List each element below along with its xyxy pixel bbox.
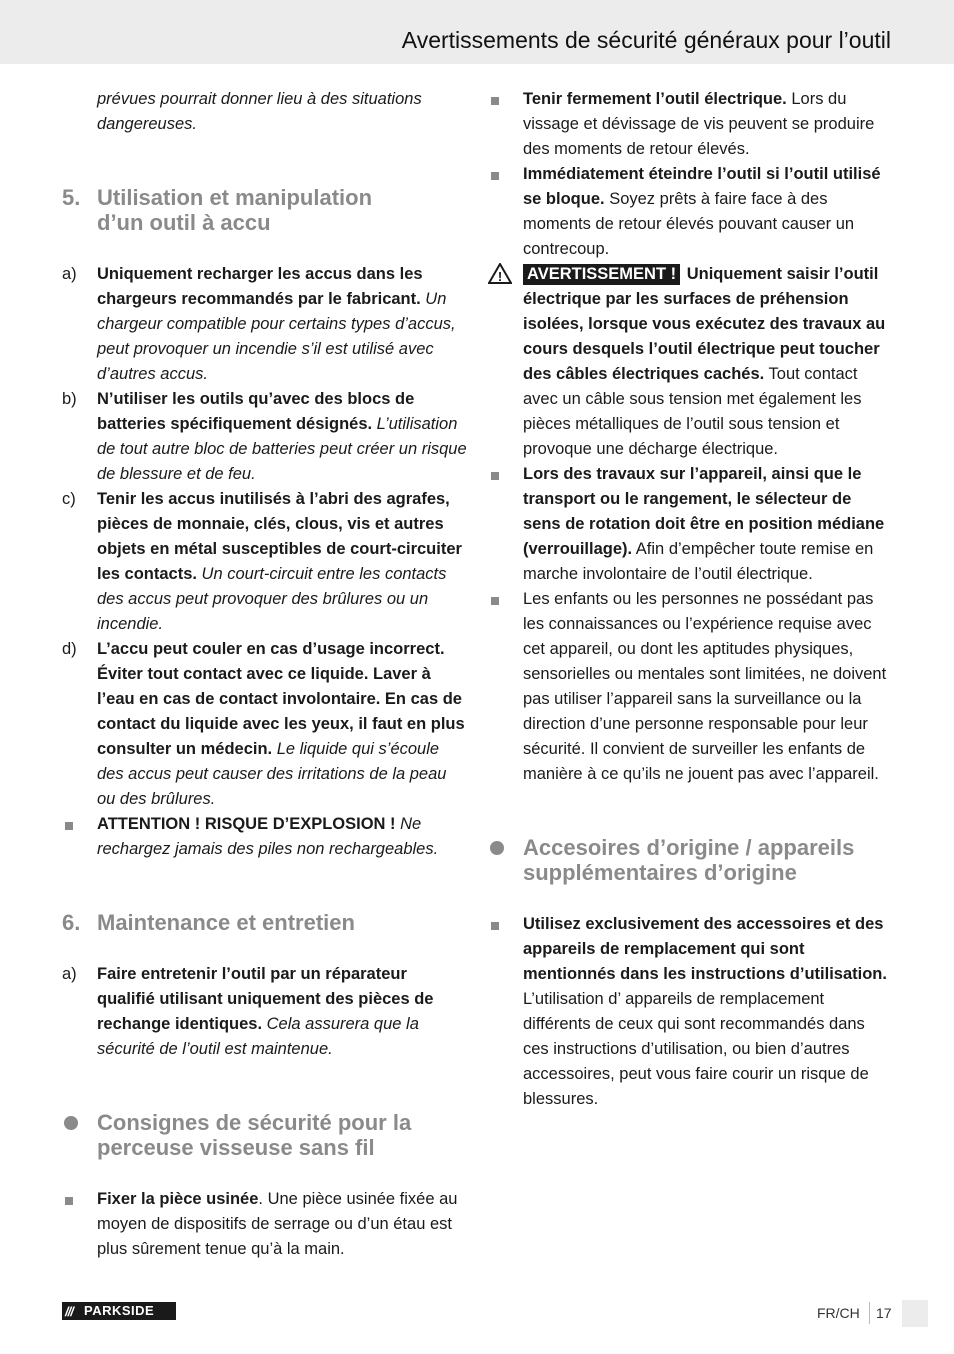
warning-triangle-icon [488,263,512,292]
page-header [0,0,954,64]
right-column [488,87,893,1112]
square-bullet-icon [491,472,499,480]
svg-text:!: ! [497,269,503,284]
square-bullet-icon [491,172,499,180]
section-5-item-c: c) Tenir les accus inutilisés à l’abri des agrafes, pièces de monnaie, clés, clous, vis et autres objets en métal susceptibles de court-circuiter les contacts. Un court-circuit entre les contacts des accus peut provoquer des brûlures ou un incendie. [62,490,462,633]
warning-item: ! AVERTISSEMENT ! Uniquement saisir l’outil électrique par les surfaces de préhension isolées, lorsque vous exécutez des travaux au cours desquels l’outil électrique peut toucher des câbles électriques cachés. Tout contact avec un câble sous tension met également les pièces métalliques de l’outil sous tension et provoque une décharge électrique. [488,262,893,462]
section-6-item-a: a) Faire entretenir l’outil par un réparateur qualifié utilisant uniquement des pièces de rechange identiques. Cela assurera que la sécurité de l’outil est maintenue. [62,965,434,1058]
footer-page-tab [902,1300,928,1327]
square-bullet-icon [65,822,73,830]
parkside-logo: /// PARKSIDE [62,1302,176,1320]
footer-divider [869,1302,870,1324]
section-5-item-b: b) N’utiliser les outils qu’avec des blocs de batteries spécifiquement désignés. L’utilisation de tout autre bloc de batteries peut créer un risque de blessure et de feu. [62,390,467,483]
consignes-heading: Consignes de sécurité pour la perceuse visseuse sans fil [62,1110,467,1160]
right-item-3: Lors des travaux sur l’appareil, ainsi que le transport ou le rangement, le sélecteur de sens de rotation doit être en position médiane (verrouillage). Afin d’empêcher toute remise en marche involontaire de l’outil électrique. [488,462,893,587]
section-6-heading: 6. Maintenance et entretien [62,910,355,935]
accessoires-item: Utilisez exclusivement des accessoires et des appareils de remplacement qui sont mentionnés dans les instructions d’utilisation. L’utilisation d’ appareils de remplacement différents de ceux qui sont recommandés dans ces instructions d’utilisation, ou bien d’autres accessoires, peut vous faire courir un risque de blessures. [488,912,893,1112]
section-5-heading: 5. Utilisation et manipulation d’un outil à accu [62,185,373,235]
accessoires-heading: Accesoires d’origine / appareils supplémentaires d’origine [488,835,893,885]
square-bullet-icon [491,97,499,105]
round-bullet-icon [490,841,504,855]
intro-text: prévues pourrait donner lieu à des situations dangereuses. [97,90,422,133]
round-bullet-icon [64,1116,78,1130]
footer-locale: FR/CH [817,1305,860,1321]
section-5-item-d: d) L’accu peut couler en cas d’usage incorrect. Éviter tout contact avec ce liquide. Laver à l’eau en cas de contact involontaire. En cas de contact du liquide avec les yeux, il faut en plus consulter un médecin. Le liquide qui s’écoule des accus peut causer des irritations de la peau ou des brûlures. [62,640,465,808]
warning-badge: AVERTISSEMENT ! [523,264,680,285]
square-bullet-icon [491,597,499,605]
right-item-4: Les enfants ou les personnes ne possédant pas les connaissances ou l’expérience requise avec cet appareil, ou dont les aptitudes physiques, sensorielles ou mentales sont limitées, ne doivent pas utiliser l’appareil sans la surveillance ou la direction d’une personne responsable pour leur sécurité. Il convient de surveiller les enfants de manière à ce qu’ils ne jouent pas avec l’appareil. [488,587,893,787]
square-bullet-icon [65,1197,73,1205]
left-column [62,87,467,1262]
section-5-item-a: a) Uniquement recharger les accus dans les chargeurs recommandés par le fabricant. Un chargeur compatible pour certains types d’accus, peut provoquer un incendie s’il est utilisé avec d’autres accus. [62,265,456,383]
attention-item: ATTENTION ! RISQUE D’EXPLOSION ! Ne rechargez jamais des piles non rechargeables. [62,812,467,862]
right-item-1: Tenir fermement l’outil électrique. Lors du vissage et dévissage de vis peuvent se produire des moments de retour élevés. [488,87,893,162]
page-title: Avertissements de sécurité généraux pour l’outil [401,27,891,53]
square-bullet-icon [491,922,499,930]
page-number: 17 [876,1305,892,1321]
consignes-item: Fixer la pièce usinée. Une pièce usinée fixée au moyen de dispositifs de serrage ou d’un étau est plus sûrement tenue qu’à la main. [62,1187,467,1262]
right-item-2: Immédiatement éteindre l’outil si l’outil utilisé se bloque. Soyez prêts à faire face à des moments de retour élevés pouvant causer un contrecoup. [488,162,893,262]
